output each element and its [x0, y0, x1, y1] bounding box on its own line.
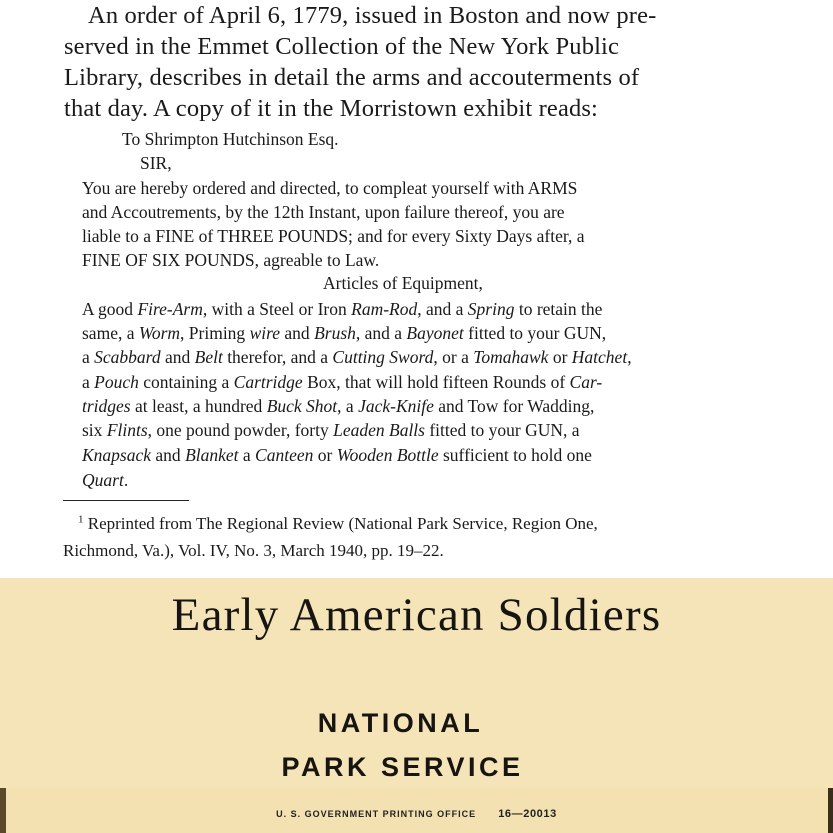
- text-run: a: [82, 372, 95, 392]
- italic-term: Quart: [82, 470, 124, 490]
- italic-term: Jack-Knife: [358, 396, 434, 416]
- intro-line-1: An order of April 6, 1779, issued in Boston and now pre-: [88, 2, 657, 29]
- italic-term: Blanket: [185, 445, 239, 465]
- equipment-line: [82, 469, 128, 491]
- text-run: therefor, and a: [222, 347, 333, 367]
- footnote-line-1: [78, 513, 598, 535]
- text-run: A good: [82, 299, 138, 319]
- text-run: or: [313, 445, 337, 465]
- italic-term: Spring: [467, 299, 515, 319]
- italic-term: Car-: [569, 372, 603, 392]
- text-run: , and a: [355, 323, 407, 343]
- italic-term: Scabbard: [94, 347, 161, 367]
- text-run: containing a: [138, 372, 234, 392]
- italic-term: Brush: [314, 323, 356, 343]
- equipment-line: [82, 419, 580, 441]
- italic-term: Knapsack: [82, 445, 152, 465]
- text-run: , Priming: [180, 323, 250, 343]
- cover-agency-line-2: PARK SERVICE: [281, 752, 524, 782]
- italic-term: Pouch: [94, 372, 139, 392]
- text-run: a: [82, 347, 95, 367]
- text-run: and Tow for Wadding,: [433, 396, 595, 416]
- italic-term: Flints: [106, 420, 148, 440]
- printer-name: U. S. GOVERNMENT PRINTING OFFICE: [276, 809, 477, 819]
- text-run: and: [280, 323, 315, 343]
- letter-body-line: and Accoutrements, by the 12th Instant, upon failure thereof, you are: [82, 202, 565, 222]
- italic-term: Buck Shot: [266, 396, 338, 416]
- intro-line-2: served in the Emmet Collection of the New York Public: [64, 33, 620, 60]
- italic-term: Cutting Sword: [332, 347, 434, 367]
- italic-term: Canteen: [255, 445, 314, 465]
- text-run: ,: [627, 347, 632, 367]
- letter-address: To Shrimpton Hutchinson Esq.: [122, 129, 339, 149]
- text-run: to retain the: [514, 299, 603, 319]
- cover-title: Early American Soldiers: [171, 589, 662, 641]
- text-run: and: [151, 445, 186, 465]
- text-run: , a: [337, 396, 359, 416]
- intro-line-4: that day. A copy of it in the Morristown exhibit reads:: [64, 95, 599, 122]
- italic-term: Belt: [194, 347, 223, 367]
- equipment-line: [82, 444, 592, 466]
- italic-term: Wooden Bottle: [336, 445, 439, 465]
- italic-term: Cartridge: [233, 372, 303, 392]
- italic-term: Tomahawk: [473, 347, 549, 367]
- text-run: sufficient to hold one: [438, 445, 592, 465]
- letter-salutation: SIR,: [140, 153, 172, 173]
- italic-term: Bayonet: [406, 323, 464, 343]
- italic-term: Ram-Rod: [351, 299, 418, 319]
- print-number: 16—20013: [498, 808, 557, 820]
- intro-line-3: Library, describes in detail the arms and accouterments of: [64, 64, 640, 91]
- letter-body-line: liable to a FINE of THREE POUNDS; and for every Sixty Days after, a: [82, 226, 585, 246]
- letter-body-line: FINE OF SIX POUNDS, agreable to Law.: [82, 250, 380, 270]
- text-run: Box, that will hold fifteen Rounds of: [302, 372, 570, 392]
- text-run: , with a Steel or Iron: [202, 299, 352, 319]
- italic-term: Worm: [138, 323, 181, 343]
- italic-term: Fire-Arm: [137, 299, 203, 319]
- footnote-text-1: Reprinted from The Regional Review (National Park Service, Region One,: [83, 514, 598, 533]
- text-run: , one pound powder, forty: [147, 420, 334, 440]
- text-run: fitted to your GUN,: [463, 323, 607, 343]
- text-run: six: [82, 420, 107, 440]
- footnote-divider: [63, 500, 189, 501]
- cover-page: [0, 578, 833, 833]
- italic-term: Hatchet: [571, 347, 628, 367]
- text-run: and: [160, 347, 195, 367]
- text-run: a: [238, 445, 256, 465]
- cover-agency-line-1: NATIONAL: [317, 708, 484, 738]
- text-run: same, a: [82, 323, 139, 343]
- equipment-line: [82, 395, 594, 417]
- footnote-mark: 1: [78, 513, 84, 526]
- text-run: , or a: [433, 347, 474, 367]
- equipment-line: [82, 371, 602, 393]
- equipment-line: [82, 346, 632, 368]
- text-run: fitted to your GUN, a: [424, 420, 580, 440]
- italic-term: wire: [249, 323, 281, 343]
- text-run: , and a: [417, 299, 468, 319]
- equipment-line: [82, 298, 602, 320]
- letter-body-line: You are hereby ordered and directed, to compleat yourself with ARMS: [82, 178, 578, 198]
- equipment-heading: Articles of Equipment,: [323, 273, 483, 293]
- text-run: or: [548, 347, 572, 367]
- text-run: .: [123, 470, 129, 490]
- text-run: at least, a hundred: [130, 396, 267, 416]
- printer-imprint: [0, 808, 833, 820]
- italic-term: tridges: [82, 396, 131, 416]
- equipment-line: [82, 322, 606, 344]
- italic-term: Leaden Balls: [333, 420, 425, 440]
- footnote-line-2: Richmond, Va.), Vol. IV, No. 3, March 1940, pp. 19–22.: [63, 541, 444, 560]
